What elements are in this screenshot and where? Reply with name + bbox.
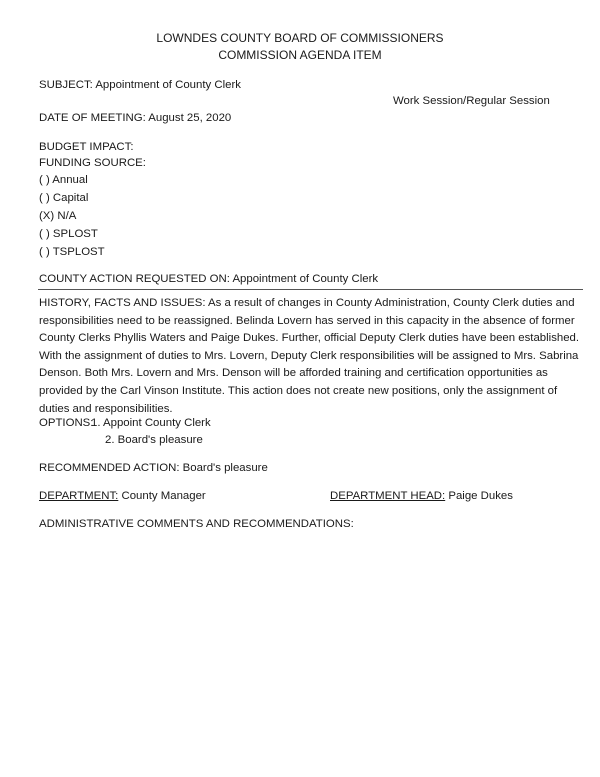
- administrative-comments: ADMINISTRATIVE COMMENTS AND RECOMMENDATIONS:: [39, 518, 354, 530]
- department-label: DEPARTMENT:: [39, 490, 119, 502]
- option-1: 1. Appoint County Clerk: [91, 417, 211, 429]
- budget-impact: BUDGET IMPACT:: [39, 141, 134, 153]
- department: [39, 490, 206, 502]
- funding-option-capital: ( ) Capital: [39, 192, 89, 204]
- department-head-label: DEPARTMENT HEAD:: [330, 490, 446, 502]
- department-value: County Manager: [118, 490, 206, 502]
- board-title: LOWNDES COUNTY BOARD OF COMMISSIONERS: [156, 31, 444, 45]
- session-type: Work Session/Regular Session: [393, 95, 550, 107]
- recommended-action: RECOMMENDED ACTION: Board's pleasure: [39, 462, 268, 474]
- option-2: 2. Board's pleasure: [105, 434, 203, 446]
- divider: [38, 289, 583, 290]
- department-head: [330, 490, 513, 502]
- date-of-meeting: DATE OF MEETING: August 25, 2020: [39, 112, 232, 124]
- department-head-value: Paige Dukes: [445, 490, 513, 502]
- funding-source: FUNDING SOURCE:: [39, 157, 146, 169]
- funding-option-annual: ( ) Annual: [39, 174, 88, 186]
- history-facts-issues: HISTORY, FACTS AND ISSUES: As a result of changes in County Administration, County Clerk duties and responsibilities need to be reassigned. Belinda Lovern has served in this capacity in the absence of former County Clerks Phyllis Waters and Paige Dukes. Further, official Deputy Clerk duties have been established. With the assignment of duties to Mrs. Lovern, Deputy Clerk responsibilities will be assigned to Mrs. Sabrina Denson. Both Mrs. Lovern and Mrs. Denson will be afforded training and certification opportunities as provided by the Carl Vinson Institute. This action does not create new positions, only the assignment of duties and responsibilities.: [39, 297, 580, 415]
- agenda-item-title: COMMISSION AGENDA ITEM: [218, 48, 382, 62]
- funding-option-splost: ( ) SPLOST: [39, 228, 98, 240]
- subject: SUBJECT: Appointment of County Clerk: [39, 79, 241, 91]
- funding-option-na: (X) N/A: [39, 210, 77, 222]
- funding-option-tsplost: ( ) TSPLOST: [39, 246, 105, 258]
- options-label: OPTIONS:: [39, 417, 94, 429]
- county-action-requested: COUNTY ACTION REQUESTED ON: Appointment of County Clerk: [39, 273, 379, 285]
